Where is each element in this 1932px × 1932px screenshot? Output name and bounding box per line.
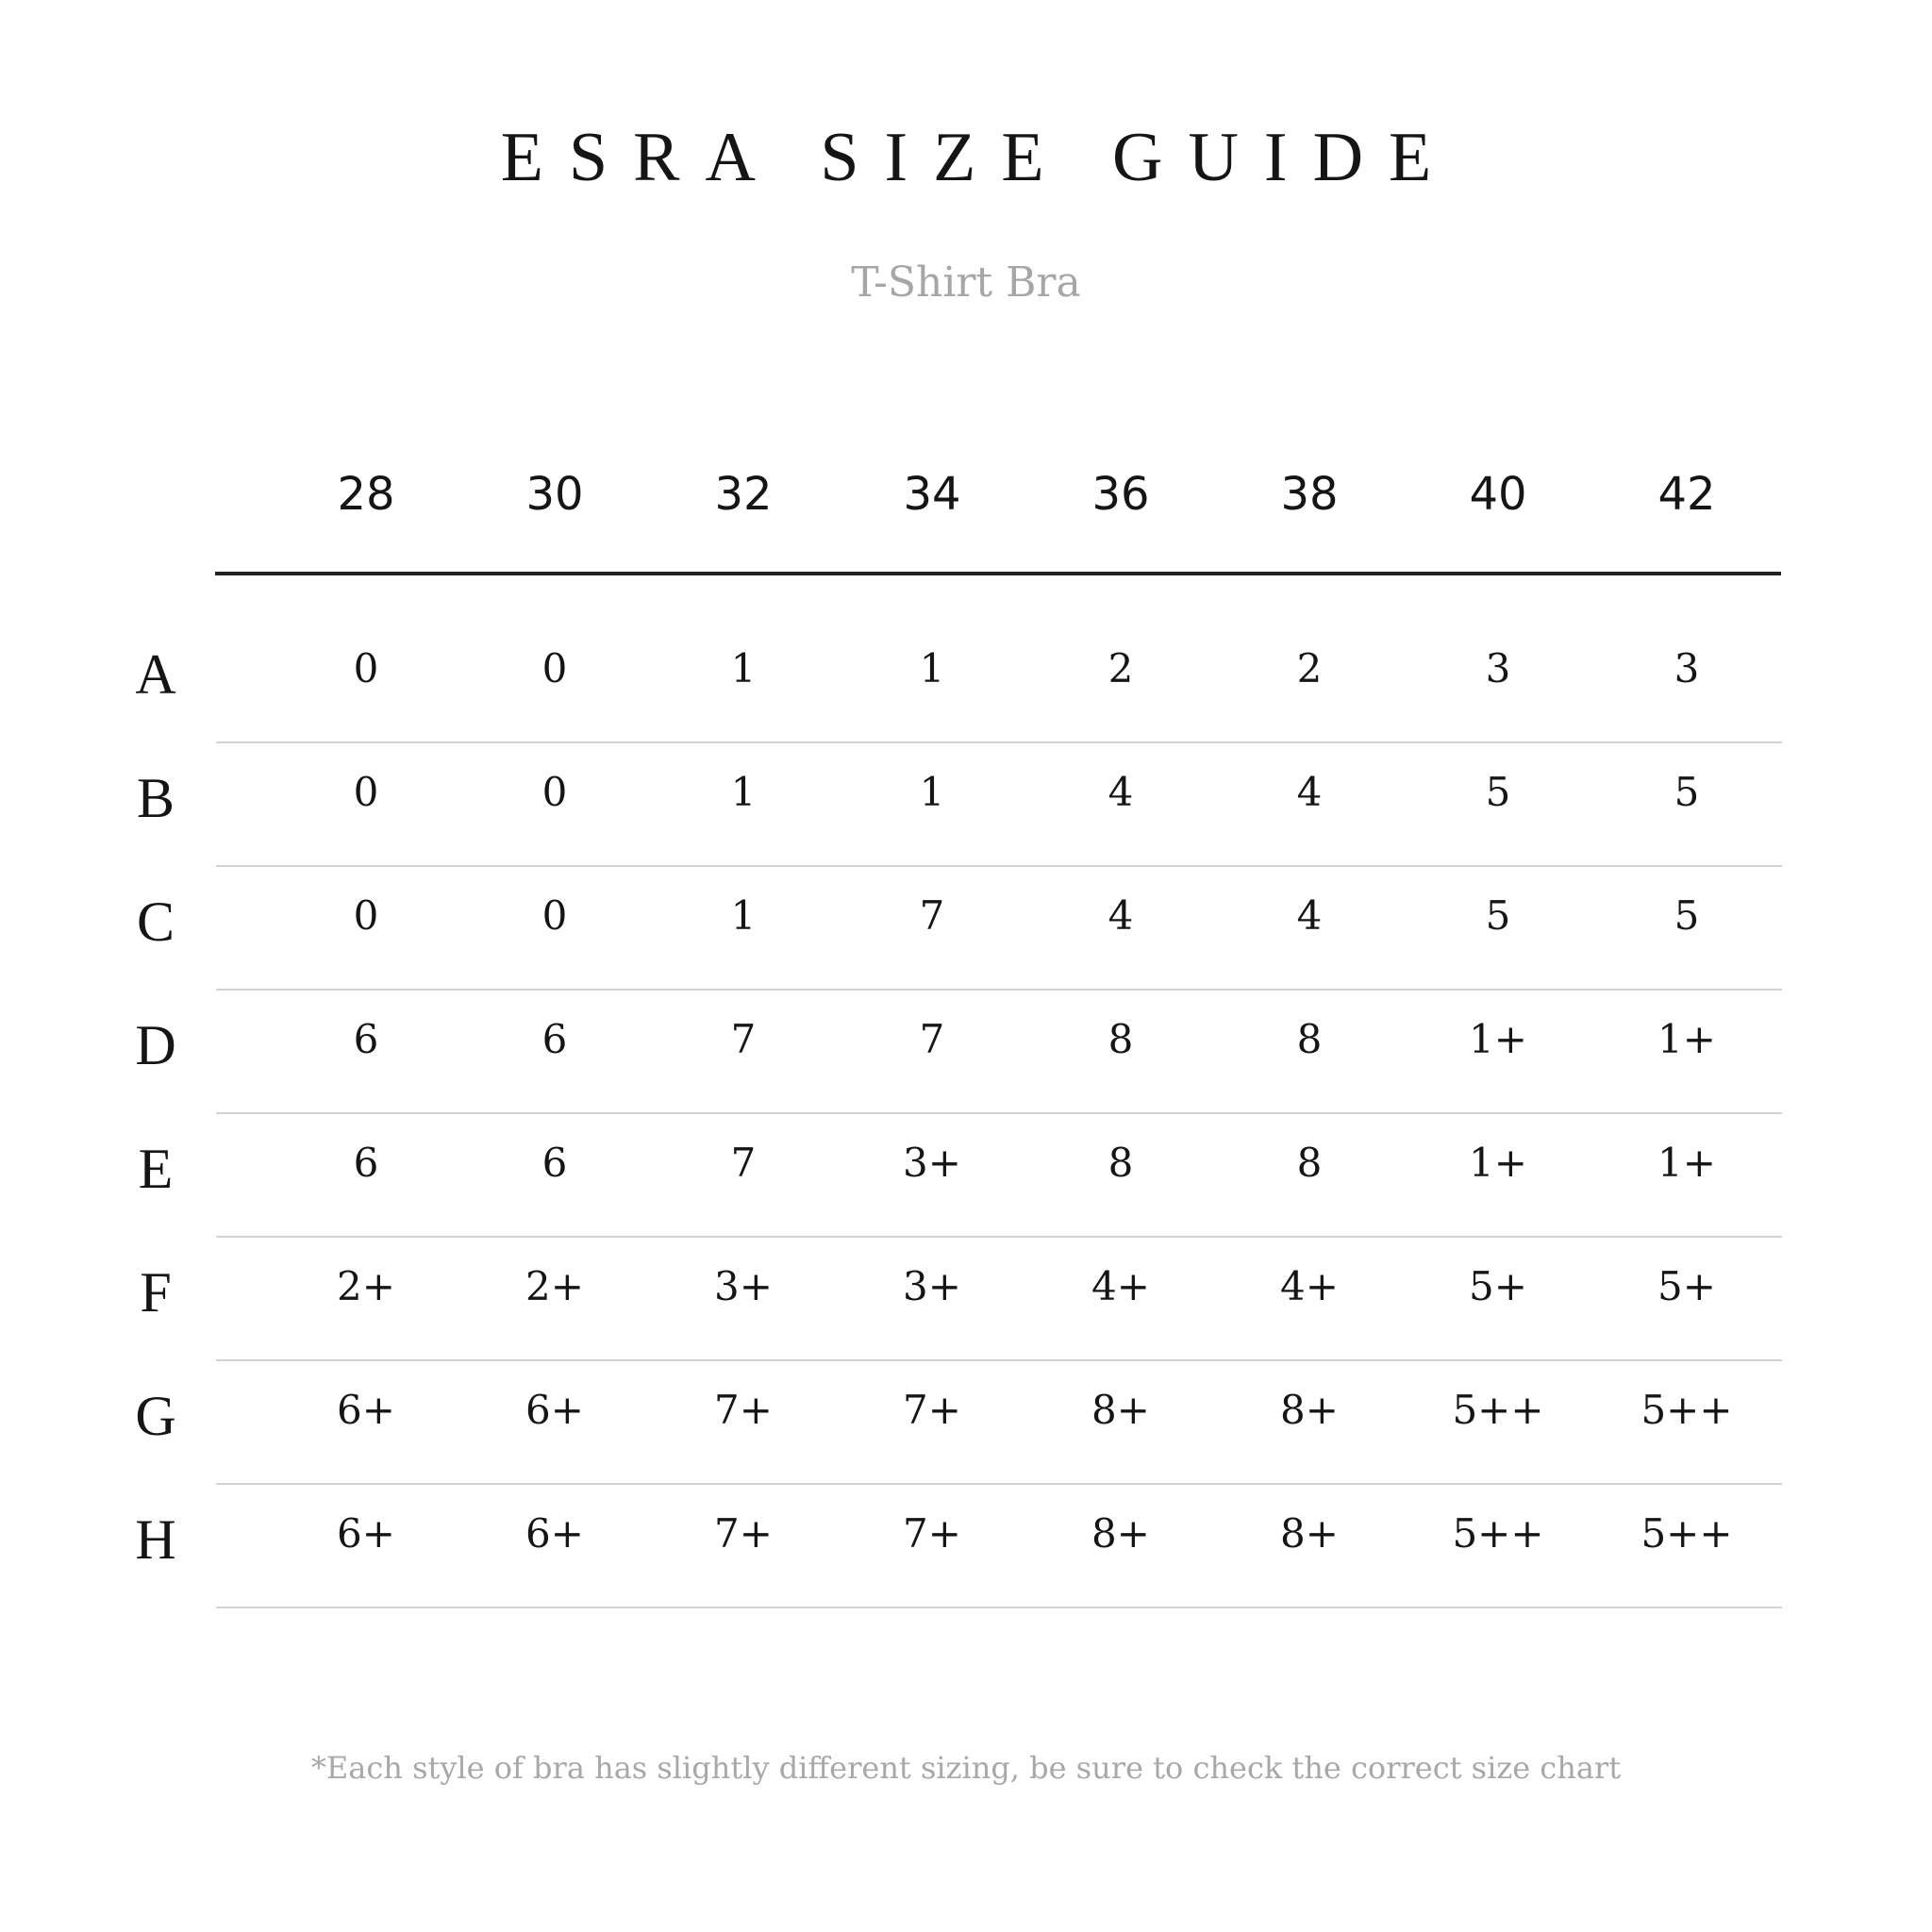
size-cell: 6+ — [337, 1387, 395, 1433]
size-cell: 1 — [730, 769, 757, 815]
size-cell: 3 — [1485, 645, 1511, 691]
size-cell: 6 — [353, 1140, 379, 1186]
size-cell: 8 — [1108, 1140, 1134, 1186]
size-cell: 8+ — [1091, 1510, 1150, 1557]
size-cell: 4+ — [1091, 1263, 1150, 1309]
size-cell: 7 — [730, 1016, 757, 1062]
table-row — [0, 1112, 1932, 1236]
band-size-header: 40 — [1469, 468, 1527, 521]
size-cell: 5 — [1674, 892, 1700, 939]
size-cell: 0 — [541, 645, 568, 691]
size-cell: 0 — [353, 769, 379, 815]
size-cell: 6+ — [525, 1510, 584, 1557]
cup-size-label: E — [138, 1138, 174, 1200]
size-cell: 2+ — [337, 1263, 395, 1309]
table-row — [0, 618, 1932, 741]
size-cell: 7 — [919, 892, 945, 939]
page-title: ESRA SIZE GUIDE — [500, 119, 1457, 196]
size-cell: 4 — [1296, 892, 1323, 939]
footnote: *Each style of bra has slightly different sizing, be sure to check the correct size chart — [310, 1750, 1622, 1786]
size-cell: 7+ — [903, 1387, 961, 1433]
cup-size-label: H — [135, 1508, 176, 1571]
size-cell: 2+ — [525, 1263, 584, 1309]
row-divider — [216, 1607, 1782, 1608]
size-cell: 5++ — [1452, 1387, 1544, 1433]
size-cell: 8+ — [1091, 1387, 1150, 1433]
size-cell: 8 — [1108, 1016, 1134, 1062]
band-size-header: 34 — [903, 468, 961, 521]
size-cell: 3+ — [903, 1140, 961, 1186]
size-cell: 5++ — [1641, 1387, 1733, 1433]
size-cell: 5+ — [1657, 1263, 1716, 1309]
size-cell: 2 — [1108, 645, 1134, 691]
size-cell: 1+ — [1469, 1140, 1527, 1186]
size-cell: 4 — [1296, 769, 1323, 815]
table-row — [0, 1483, 1932, 1607]
size-cell: 0 — [353, 645, 379, 691]
size-cell: 1 — [730, 892, 757, 939]
size-cell: 8+ — [1280, 1510, 1339, 1557]
size-cell: 1 — [919, 645, 945, 691]
size-cell: 6 — [541, 1016, 568, 1062]
size-cell: 7+ — [714, 1510, 773, 1557]
size-cell: 1+ — [1657, 1016, 1716, 1062]
table-row — [0, 1359, 1932, 1483]
cup-size-label: C — [136, 891, 175, 953]
size-cell: 5 — [1674, 769, 1700, 815]
size-cell: 7 — [919, 1016, 945, 1062]
size-cell: 4 — [1108, 892, 1134, 939]
size-cell: 6 — [541, 1140, 568, 1186]
size-cell: 1 — [730, 645, 757, 691]
band-size-header: 38 — [1280, 468, 1339, 521]
size-cell: 8 — [1296, 1016, 1323, 1062]
size-cell: 4 — [1108, 769, 1134, 815]
size-cell: 5+ — [1469, 1263, 1527, 1309]
size-cell: 8+ — [1280, 1387, 1339, 1433]
table-row — [0, 1236, 1932, 1359]
cup-size-label: F — [140, 1261, 172, 1324]
size-cell: 1+ — [1657, 1140, 1716, 1186]
cup-size-label: G — [135, 1385, 176, 1447]
cup-size-label: A — [135, 643, 176, 706]
size-cell: 1+ — [1469, 1016, 1527, 1062]
size-cell: 0 — [541, 769, 568, 815]
cup-size-label: B — [136, 767, 175, 829]
table-row — [0, 865, 1932, 989]
size-cell: 6+ — [337, 1510, 395, 1557]
size-cell: 3+ — [903, 1263, 961, 1309]
band-size-header: 42 — [1657, 468, 1716, 521]
band-size-header: 30 — [525, 468, 584, 521]
band-size-header: 36 — [1091, 468, 1150, 521]
size-cell: 5 — [1485, 892, 1511, 939]
size-cell: 6 — [353, 1016, 379, 1062]
band-size-header: 32 — [714, 468, 773, 521]
size-cell: 1 — [919, 769, 945, 815]
cup-size-label: D — [135, 1014, 176, 1076]
band-size-header: 28 — [337, 468, 395, 521]
size-cell: 7+ — [714, 1387, 773, 1433]
table-row — [0, 741, 1932, 865]
size-cell: 8 — [1296, 1140, 1323, 1186]
size-cell: 6+ — [525, 1387, 584, 1433]
size-cell: 3+ — [714, 1263, 773, 1309]
size-cell: 5++ — [1641, 1510, 1733, 1557]
table-row — [0, 989, 1932, 1112]
size-cell: 2 — [1296, 645, 1323, 691]
size-cell: 0 — [353, 892, 379, 939]
size-cell: 3 — [1674, 645, 1700, 691]
size-cell: 7 — [730, 1140, 757, 1186]
size-cell: 5 — [1485, 769, 1511, 815]
header-divider — [215, 572, 1781, 575]
size-cell: 5++ — [1452, 1510, 1544, 1557]
size-cell: 4+ — [1280, 1263, 1339, 1309]
page-subtitle: T-Shirt Bra — [851, 258, 1081, 307]
size-cell: 7+ — [903, 1510, 961, 1557]
size-cell: 0 — [541, 892, 568, 939]
